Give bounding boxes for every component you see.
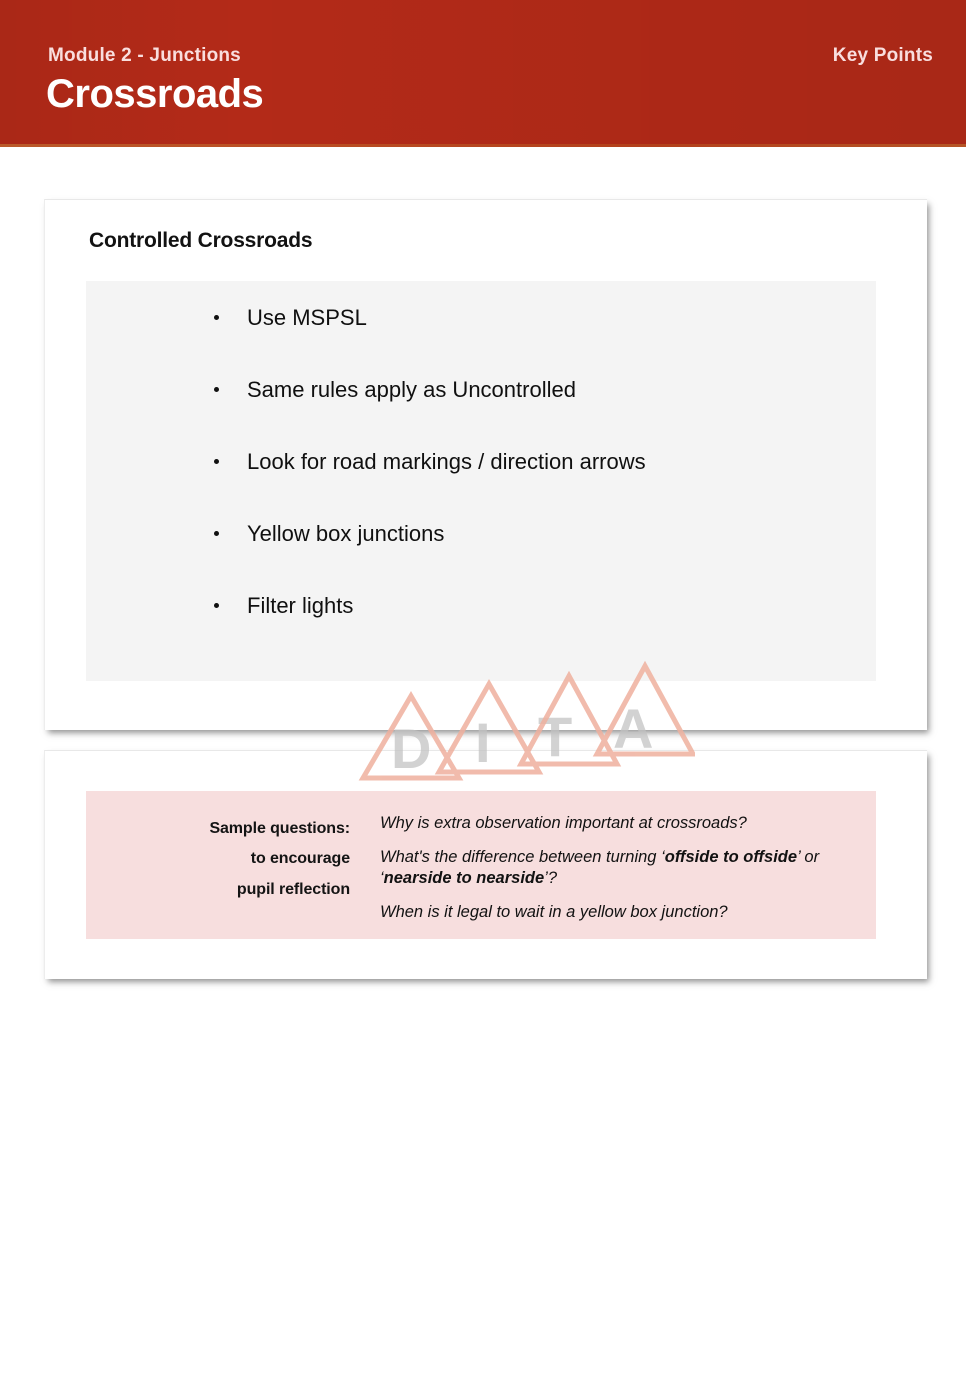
- list-item-label: Yellow box junctions: [247, 521, 445, 546]
- list-item: [214, 595, 646, 617]
- list-item: [214, 451, 646, 473]
- question-text: When is it legal to wait in a yellow box junction?: [380, 903, 728, 922]
- bullet-dot-icon: [214, 315, 219, 320]
- list-item: [214, 523, 646, 545]
- list-item-label: Filter lights: [247, 593, 354, 618]
- sample-questions-label-line: to encourage: [250, 850, 350, 868]
- list-item-label: Use MSPSL: [247, 305, 367, 330]
- sample-questions-panel: [86, 791, 876, 939]
- page-title: Crossroads: [46, 72, 264, 116]
- list-item: [214, 379, 646, 401]
- bullet-dot-icon: [214, 603, 219, 608]
- sample-questions-card: [44, 750, 927, 979]
- card-title: Controlled Crossroads: [89, 229, 313, 252]
- header-key-points-label: Key Points: [832, 45, 933, 66]
- question-text: What's the difference between turning ‘: [380, 848, 665, 867]
- watermark-letter-i: I: [475, 711, 491, 774]
- question-text: ’?: [544, 869, 557, 888]
- bullet-panel: [86, 281, 876, 681]
- list-item-label: Look for road markings / direction arrows: [247, 449, 646, 474]
- watermark-letter-t: T: [538, 705, 573, 768]
- page-header-band: [0, 0, 966, 147]
- header-module-label: Module 2 - Junctions: [48, 45, 241, 66]
- question-item: [380, 813, 860, 834]
- list-item: [214, 307, 646, 329]
- sample-questions-label: [100, 814, 350, 905]
- controlled-crossroads-card: [44, 199, 927, 730]
- key-points-list: [214, 307, 646, 617]
- bullet-dot-icon: [214, 531, 219, 536]
- bullet-dot-icon: [214, 459, 219, 464]
- sample-questions-list: [380, 813, 860, 923]
- question-emphasis: offside to offside: [664, 848, 798, 867]
- question-emphasis: nearside to nearside: [383, 869, 545, 888]
- watermark-letter-a: A: [613, 697, 654, 760]
- watermark-letter-d: D: [391, 717, 432, 780]
- question-item: [380, 902, 860, 923]
- question-text: Why is extra observation important at crossroads?: [380, 814, 747, 832]
- sample-questions-label-line: pupil reflection: [236, 880, 350, 898]
- sample-questions-label-line: Sample questions:: [209, 820, 350, 837]
- bullet-dot-icon: [214, 387, 219, 392]
- list-item-label: Same rules apply as Uncontrolled: [247, 377, 576, 402]
- question-item: [380, 847, 860, 889]
- question-text: ’ or ‘: [380, 848, 820, 888]
